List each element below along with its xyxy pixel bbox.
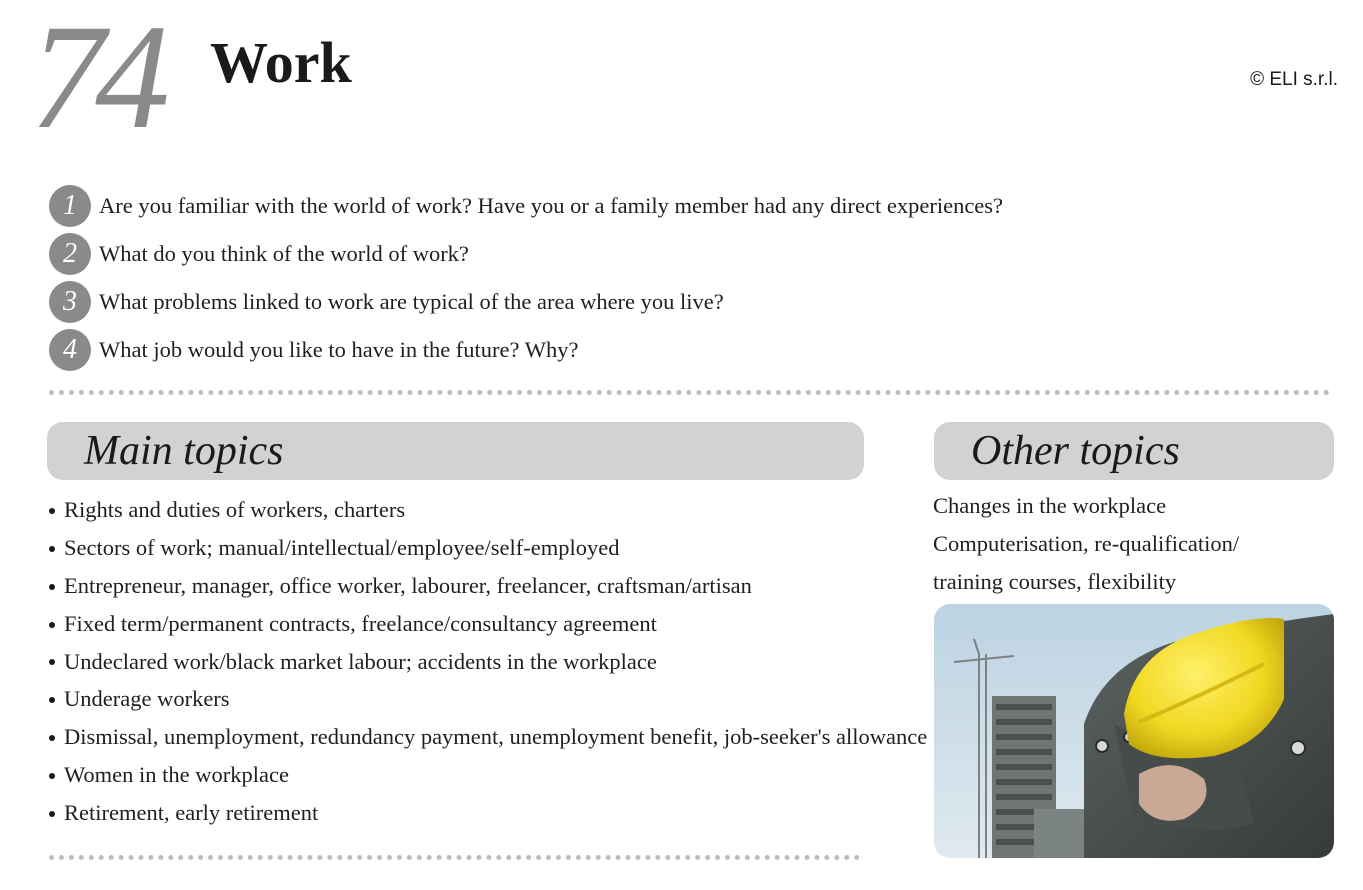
list-item bbox=[49, 756, 927, 794]
other-topics-list bbox=[933, 487, 1333, 601]
question-number-badge: 1 bbox=[49, 185, 91, 227]
topic-text: Rights and duties of workers, charters bbox=[64, 497, 406, 522]
question-number-badge: 4 bbox=[49, 329, 91, 371]
list-item bbox=[49, 529, 927, 567]
bullet-icon bbox=[49, 508, 55, 514]
list-item bbox=[49, 491, 927, 529]
bullet-icon bbox=[49, 697, 55, 703]
other-topic-line: training courses, flexibility bbox=[933, 569, 1177, 594]
bullet-icon bbox=[49, 546, 55, 552]
question-number-badge: 2 bbox=[49, 233, 91, 275]
bullet-icon bbox=[49, 584, 55, 590]
other-topic-line: Computerisation, re-qualification/ bbox=[933, 531, 1240, 556]
list-item bbox=[49, 718, 927, 756]
list-item bbox=[49, 794, 927, 832]
other-topics-heading: Other topics bbox=[934, 422, 1334, 480]
question-text: What problems linked to work are typical of the area where you live? bbox=[99, 289, 724, 314]
topic-text: Dismissal, unemployment, redundancy payment, unemployment benefit, job-seeker's allowance bbox=[64, 724, 928, 750]
worker-helmet-photo bbox=[934, 604, 1334, 858]
copyright-notice: © ELI s.r.l. bbox=[1250, 69, 1338, 90]
bullet-icon bbox=[49, 622, 55, 628]
topic-text: Entrepreneur, manager, office worker, labourer, freelancer, craftsman/artisan bbox=[64, 572, 752, 598]
bullet-icon bbox=[49, 811, 55, 817]
question-number-badge: 3 bbox=[49, 281, 91, 323]
photo-illustration bbox=[934, 604, 1334, 858]
bullet-icon bbox=[49, 735, 55, 741]
other-topic-line: Changes in the workplace bbox=[933, 493, 1167, 518]
dotted-divider bbox=[49, 390, 1330, 395]
topic-text: Undeclared work/black market labour; accidents in the workplace bbox=[64, 648, 657, 674]
question-text: What job would you like to have in the future? Why? bbox=[99, 337, 579, 362]
question-item bbox=[49, 230, 1339, 278]
question-item bbox=[49, 182, 1339, 230]
question-item bbox=[49, 278, 1339, 326]
dotted-divider bbox=[49, 855, 860, 860]
question-text: What do you think of the world of work? bbox=[99, 241, 469, 266]
page-title: Work bbox=[210, 30, 352, 95]
question-item bbox=[49, 326, 1339, 374]
unit-number: 74 bbox=[30, 0, 160, 160]
topic-text: Sectors of work; manual/intellectual/employee/self-employed bbox=[64, 534, 620, 560]
topic-text: Retirement, early retirement bbox=[64, 800, 319, 826]
list-item bbox=[49, 567, 927, 605]
bullet-icon bbox=[49, 659, 55, 665]
topic-text: Underage workers bbox=[64, 686, 230, 712]
list-item bbox=[49, 643, 927, 681]
question-text: Are you familiar with the world of work? Have you or a family member had any direct experiences? bbox=[99, 193, 1004, 218]
topic-text: Fixed term/permanent contracts, freelance/consultancy agreement bbox=[64, 610, 657, 636]
main-topics-list bbox=[49, 491, 927, 832]
list-item bbox=[49, 680, 927, 718]
bullet-icon bbox=[49, 773, 55, 779]
topic-text: Women in the workplace bbox=[64, 762, 289, 788]
list-item bbox=[49, 605, 927, 643]
discussion-questions bbox=[49, 182, 1339, 374]
main-topics-heading: Main topics bbox=[47, 422, 864, 480]
